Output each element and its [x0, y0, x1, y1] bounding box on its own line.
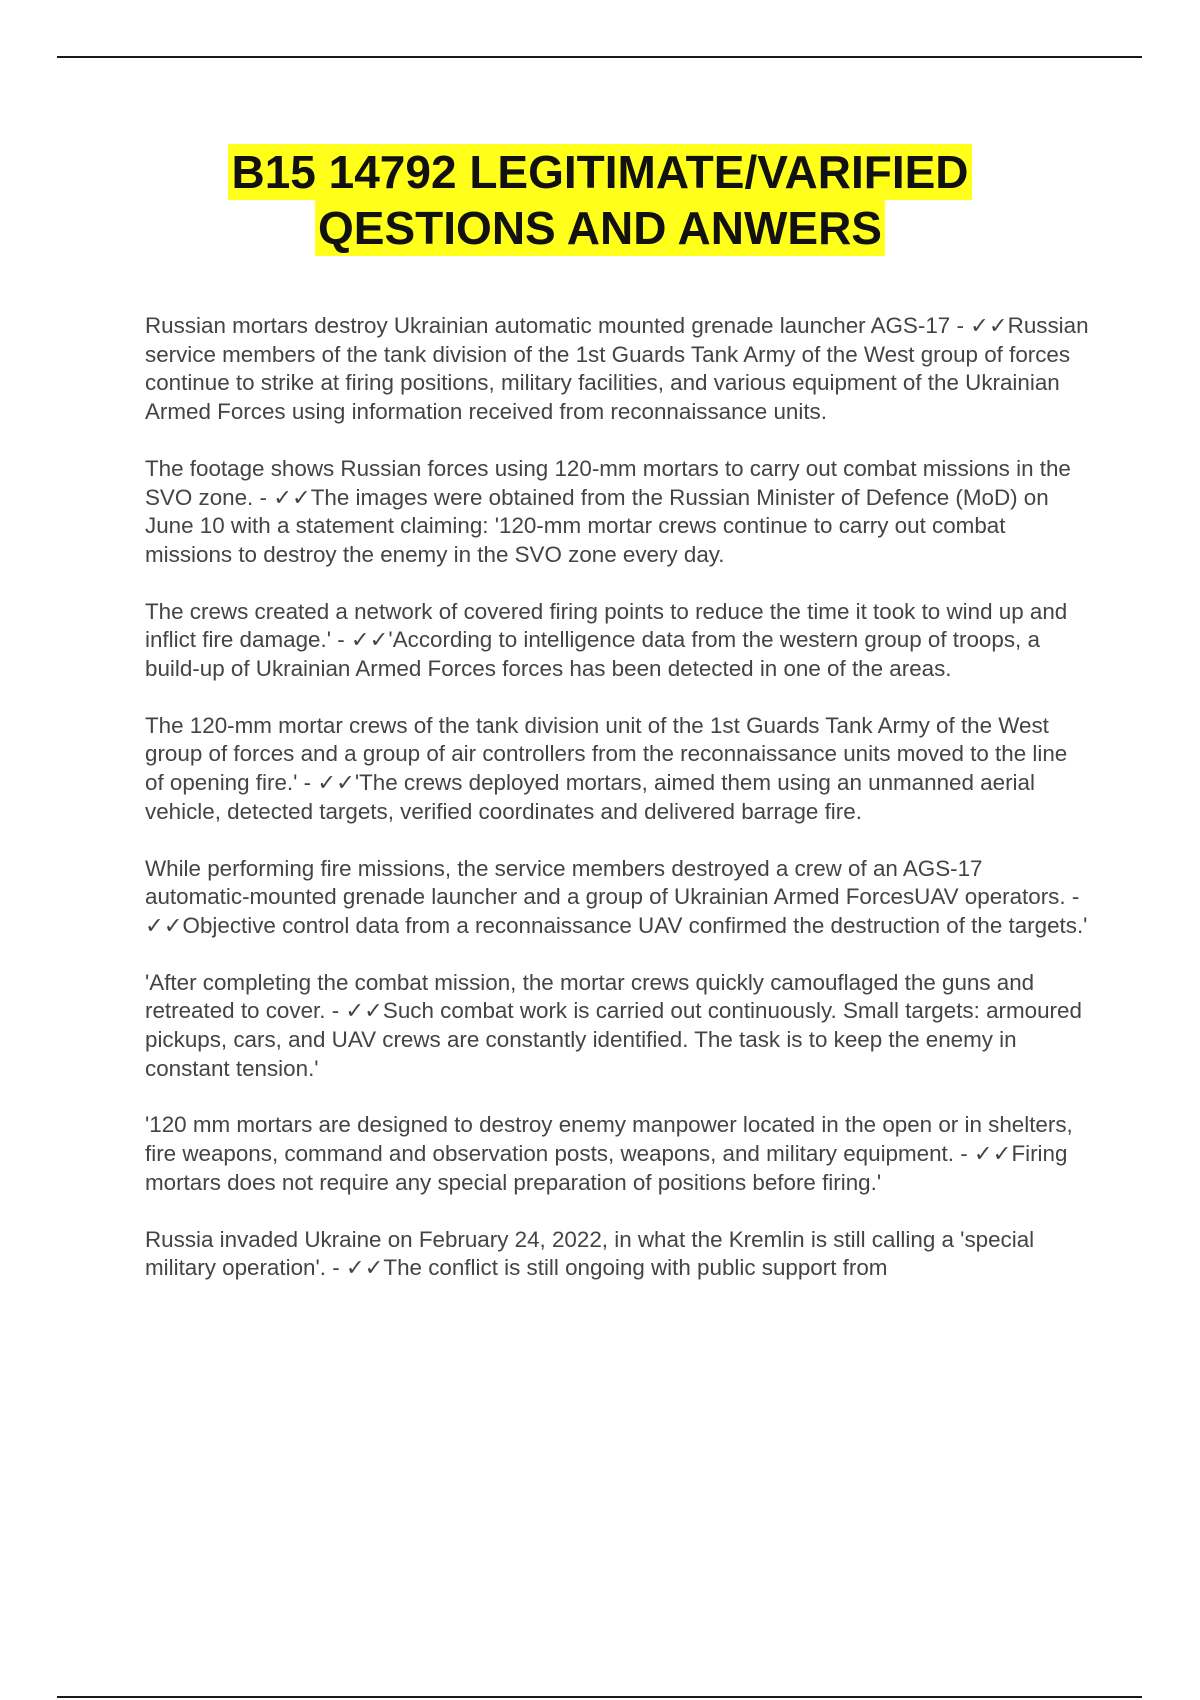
answer-text: The images were obtained from the Russian Minister of Defence (MoD) on June 10 with a statement claiming: '120-mm mortar crews continue to carry out combat missions to destroy the enemy in the SVO zone every day. [145, 484, 1049, 567]
check-icon: ✓✓ [345, 1255, 384, 1281]
check-icon: ✓✓ [317, 770, 355, 796]
bottom-divider [57, 1696, 1142, 1698]
check-icon: ✓✓ [145, 912, 183, 938]
question-text: Russia invaded Ukraine on February 24, 2022, in what the Kremlin is still calling a 'special military operation'. [145, 1226, 1035, 1281]
qa-item [145, 455, 1090, 570]
separator: - [325, 1255, 346, 1281]
separator: - [325, 998, 346, 1024]
check-icon: ✓✓ [973, 1141, 1012, 1167]
separator: - [297, 770, 318, 796]
answer-text: Such combat work is carried out continuously. Small targets: armoured pickups, cars, and UAV crews are constantly identified. The task is to keep the enemy in constant tension.' [145, 998, 1082, 1081]
question-text: The 120-mm mortar crews of the tank division unit of the 1st Guards Tank Army of the West group of forces and a group of air controllers from the reconnaissance units moved to the line of opening fire.' [145, 712, 1068, 796]
question-text: The footage shows Russian forces using 120-mm mortars to carry out combat missions in the SVO zone. [145, 455, 1071, 510]
answer-text: Firing mortars does not require any special preparation of positions before firing.' [145, 1141, 1068, 1195]
qa-item [145, 312, 1090, 427]
answer-text: 'According to intelligence data from the western group of troops, a build-up of Ukrainian Armed Forces forces has been detected in one of the areas. [145, 627, 1040, 682]
check-icon: ✓✓ [273, 484, 311, 510]
question-text: While performing fire missions, the service members destroyed a crew of an AGS-17 automatic-mounted grenade launcher and a group of Ukrainian Armed ForcesUAV operators. [145, 855, 1066, 910]
answer-text: Russian service members of the tank division of the 1st Guards Tank Army of the West group of forces continue to strike at firing positions, military facilities, and various equipment of the Ukrainian Armed Forces using information received from reconnaissance units. [145, 313, 1089, 425]
separator: - [950, 313, 971, 338]
qa-item [145, 855, 1090, 941]
answer-text: 'The crews deployed mortars, aimed them using an unmanned aerial vehicle, detected targets, verified coordinates and delivered barrage fire. [145, 770, 1035, 824]
qa-item [145, 1226, 1090, 1283]
separator: - [1065, 884, 1080, 910]
separator: - [954, 1141, 974, 1167]
question-text: The crews created a network of covered firing points to reduce the time it took to wind up and inflict fire damage.' [145, 598, 1068, 653]
question-text: '120 mm mortars are designed to destroy enemy manpower located in the open or in shelters, fire weapons, command and observation posts, weapons, and military equipment. [145, 1112, 1073, 1167]
separator: - [330, 627, 351, 653]
qa-item [145, 598, 1090, 684]
separator: - [253, 484, 274, 510]
qa-item [145, 1111, 1090, 1197]
answer-text: The conflict is still ongoing with public support from [383, 1255, 888, 1281]
answer-text: Objective control data from a reconnaissance UAV confirmed the destruction of the targets.' [182, 912, 1088, 938]
qa-list [145, 312, 1090, 1311]
check-icon: ✓✓ [345, 998, 383, 1024]
check-icon: ✓✓ [970, 313, 1008, 338]
title-line-1: B15 14792 LEGITIMATE/VARIFIED [228, 144, 971, 200]
page-title [0, 144, 1200, 256]
question-text: Russian mortars destroy Ukrainian automatic mounted grenade launcher AGS-17 [145, 313, 951, 338]
title-line-2: QESTIONS AND ANWERS [315, 200, 885, 256]
qa-item [145, 712, 1090, 827]
check-icon: ✓✓ [350, 627, 389, 653]
question-text: 'After completing the combat mission, the mortar crews quickly camouflaged the guns and retreated to cover. [145, 969, 1035, 1024]
qa-item [145, 969, 1090, 1084]
top-divider [57, 56, 1142, 58]
